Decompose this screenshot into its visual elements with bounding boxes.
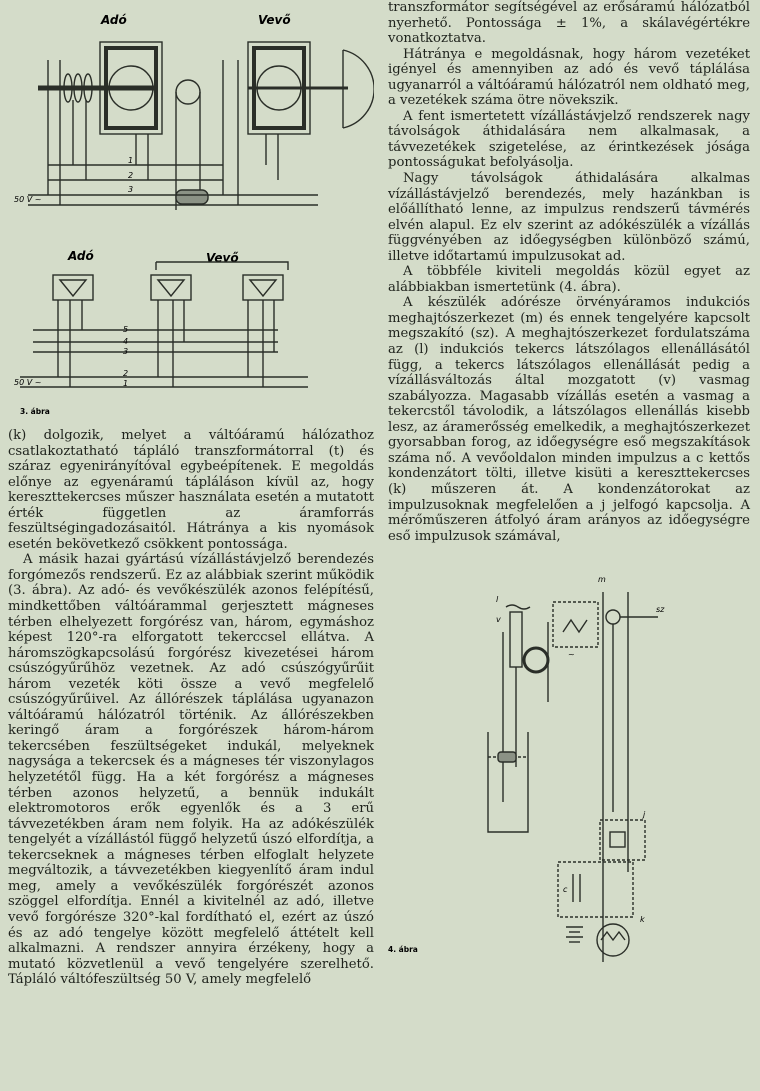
figure-3-bottom-line-5: 5 [123, 325, 129, 334]
figure-4-label-k: k [640, 915, 645, 925]
right-column [388, 0, 750, 962]
figure-4-caption: 4. ábra [388, 945, 418, 955]
figure-4-circuit [488, 592, 658, 962]
figure-3-top-line-1: 1 [128, 156, 134, 165]
paragraph: transzformátor segítségével az erősáramú hálózatból nyerhető. Pontossága ± 1%, a skálavégértékre vonatkoztatva. [388, 0, 750, 47]
figure-3-bottom-line-3: 3 [123, 347, 129, 356]
figure-3-bottom-line-1: 1 [123, 379, 129, 388]
paragraph: A fent ismertetett vízállástávjelző rendszerek nagy távolságok áthidalására nem alkalmasak, a távvezetékek szigetelése, az érintkezések jósága pontosságukat befolyásolja. [388, 108, 750, 171]
paragraph: Nagy távolságok áthidalására alkalmas vízállástávjelző berendezés, mely hazánkban is előállítható lenne, az impulzus rendszerű távmérés elvén alapul. Ez elv szerint az adókészülék a vízállás függvényében az időegységben különböző számú, illetve időtartamú impulzusokat ad. [388, 171, 750, 264]
figure-3-top-line-2: 2 [128, 171, 134, 180]
paragraph: (k) dolgozik, melyet a váltóáramú hálózathoz csatlakoztatható tápláló transzformátorral (t) és száraz egyenirányítóval egybeépítenek. E megoldás előnye az egyenáramú tápláláson kívül az, hogy kereszttekercses műszer használata esetén a mutatott érték független az áramforrás feszültségingadozásaitól. Hátránya a kis nyomások esetén bekövetkező csökkent pontossága. [8, 428, 374, 552]
figure-3-bottom-label-receiver: Vevő [206, 251, 239, 265]
figure-4-diagram [388, 562, 750, 962]
figure-3-diagram [8, 0, 374, 428]
figure-3-bottom-line-2: 2 [123, 369, 129, 378]
paragraph: A másik hazai gyártású vízállástávjelző berendezés forgómezős rendszerű. Ez az alábbiak szerint működik (3. ábra). Az adó- és vevőkészülék azonos felépítésű, mindkettőben váltóárammal gerjesztett mágneses térben elhelyezett forgórész van, három, egymáshoz képest 120°-ra elforgatott tekerccsel ellátva. A háromszögkapcsolású forgórész kivezetései három csúszógyűrűhöz vezetnek. Az adó csúszógyűrűit három vezeték köti össze a vevő megfelelő csúszógyűrűivel. Az állórészek táplálása ugyanazon váltóáramú hálózatról történik. Az állórészekben keringő áram a forgórészek három-három tekercsében feszültségeket indukál, melyeknek nagysága a tekercsek és a mágneses tér viszonylagos helyzetétől függ. Ha a két forgórész a mágneses térben azonos helyzetű, a bennük indukált elektromotoros erők egyenlők és a 3 erű távvezetékben áram nem folyik. Ha az adókészülék tengelyét a vízállástól függő helyzetű úszó elfordítja, a tekercseknek a mágneses térben elfoglalt helyzete megváltozik, a távvezetékben kiegyenlítő áram indul meg, amely a vevőkészülék forgórészét azonos szöggel elfordítja. Ennél a kivitelnél az adó, illetve vevő forgórésze 320°-kal fordítható el, ezért az úszó és az adó tengelye között megfelelő áttételt kell alkalmazni. A rendszer annyira érzékeny, hogy a mutató közvetlenül a vevő tengelyére szerelhető. Tápláló váltófeszültség 50 V, amely megfelelő [8, 552, 374, 988]
figure-3-top-circuit [28, 42, 374, 210]
figure-3-bottom-circuit [20, 262, 308, 387]
figure-3-caption: 3. ábra [20, 407, 50, 416]
figure-4-label-tilde: ~ [568, 650, 575, 660]
paragraph: A többféle kiviteli megoldás közül egyet az alábbiakban ismertetünk (4. ábra). [388, 264, 750, 295]
paragraph: Hátránya e megoldásnak, hogy három vezetéket igényel és amennyiben az adó és vevő táplálása ugyanarról a váltóáramú hálózatról nem oldható meg, a vezetékek száma ötre növekszik. [388, 46, 750, 109]
figure-3-label-receiver: Vevő [258, 13, 291, 27]
figure-4-label-c: c [563, 885, 568, 895]
figure-4-label-sz: sz [656, 605, 665, 615]
figure-4-label-m: m [598, 575, 606, 585]
figure-3-label-transmitter: Adó [101, 13, 127, 27]
figure-4-label-j: j [643, 810, 646, 820]
figure-4-label-v: v [496, 615, 501, 625]
figure-3-bottom-voltage: 50 V ~ [14, 378, 42, 387]
left-column [8, 0, 374, 988]
figure-3-top-voltage: 50 V ~ [14, 195, 42, 204]
paragraph: A készülék adórésze örvényáramos indukciós meghajtószerkezet (m) és ennek tengelyére kapcsolt megszakító (sz). A meghajtószerkezet fordulatszáma az (l) indukciós tekercs látszólagos ellenállásától függ, a tekercs látszólagos ellenállását pedig a vízállásváltozás által mozgatott (v) vasmag szabályozza. Magasabb vízállás esetén a vasmag a tekercstől távolodik, a látszólagos ellenállás kisebb lesz, az áramerősség emelkedik, a meghajtószerkezet gyorsabban forog, az időegységre eső megszakítások száma nő. A vevőoldalon minden impulzus a c kettős kondenzátort tölti, illetve kisüti a kereszttekercses (k) műszeren át. A kondenzátorokat az impulzusoknak megfelelően a j jelfogó kapcsolja. A mérőműszeren átfolyó áram arányos az időegységre eső impulzusok számával, [388, 295, 750, 544]
figure-4-label-l: l [496, 595, 499, 605]
figure-3-bottom-line-4: 4 [123, 337, 129, 346]
figure-3-top-line-3: 3 [128, 185, 134, 194]
figure-3-bottom-label-transmitter: Adó [68, 249, 94, 263]
